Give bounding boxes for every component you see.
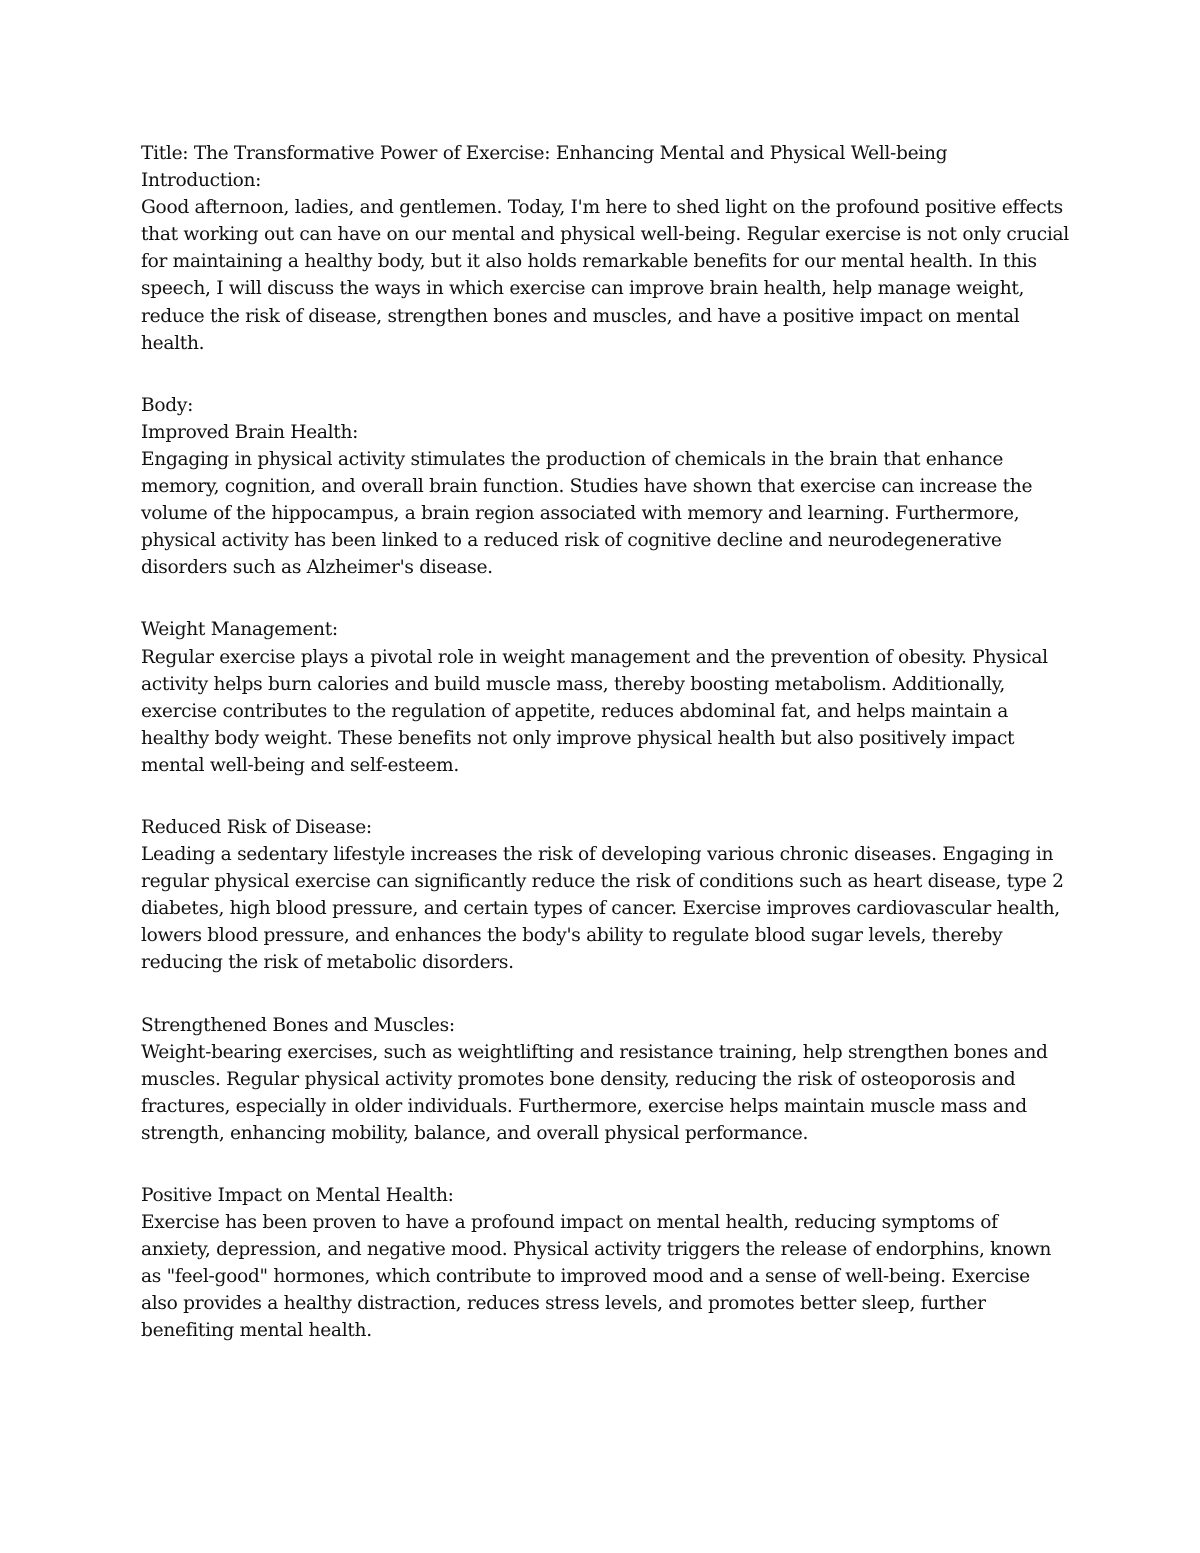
section-heading-mental-health: Positive Impact on Mental Health: xyxy=(141,1185,454,1206)
section-spacer xyxy=(141,581,1071,616)
section-paragraph-bones-muscles: Weight-bearing exercises, such as weightlifting and resistance training, help strengthen bones and muscles. Regular physical activity promotes bone density, reducing the risk of osteoporosis and fractures, especially in older individuals. Furthermore, exercise helps maintain muscle mass and strength, enhancing mobility, balance, and overall physical performance. xyxy=(141,1041,1048,1144)
introduction-paragraph: Good afternoon, ladies, and gentlemen. Today, I'm here to shed light on the profound positive effects that working out can have on our mental and physical well-being. Regular exercise is not only crucial for maintaining a healthy body, but it also holds remarkable benefits for our mental health. In this speech, I will discuss the ways in which exercise can improve brain health, help manage weight, reduce the risk of disease, strengthen bones and muscles, and have a positive impact on mental health. xyxy=(141,197,1069,354)
document-title: Title: The Transformative Power of Exercise: Enhancing Mental and Physical Well-being xyxy=(141,143,948,164)
section-spacer xyxy=(141,357,1071,392)
section-heading-reduced-risk: Reduced Risk of Disease: xyxy=(141,816,372,838)
section-spacer xyxy=(141,779,1071,814)
section-spacer xyxy=(141,977,1071,1012)
section-paragraph-reduced-risk: Leading a sedentary lifestyle increases the risk of developing various chronic diseases. Engaging in regular physical exercise can significantly reduce the risk of conditions such as heart disease, type 2 diabetes, high blood pressure, and certain types of cancer. Exercise improves cardiovascular health, lowers blood pressure, and enhances the body's ability to regulate blood sugar levels, thereby reducing the risk of metabolic disorders. xyxy=(141,844,1064,974)
section-paragraph-weight-management: Regular exercise plays a pivotal role in weight management and the prevention of obesity. Physical activity helps burn calories and build muscle mass, thereby boosting metabolism. Additionally, exercise contributes to the regulation of appetite, reduces abdominal fat, and helps maintain a healthy body weight. These benefits not only improve physical health but also positively impact mental well-being and self-esteem. xyxy=(141,646,1048,776)
section-paragraph-brain-health: Engaging in physical activity stimulates the production of chemicals in the brain that enhance memory, cognition, and overall brain function. Studies have shown that exercise can increase the volume of the hippocampus, a brain region associated with memory and learning. Furthermore, physical activity has been linked to a reduced risk of cognitive decline and neurodegenerative disorders such as Alzheimer's disease. xyxy=(141,448,1033,579)
section-heading-brain-health: Improved Brain Health: xyxy=(141,421,359,443)
section-spacer xyxy=(141,1147,1071,1182)
section-paragraph-mental-health: Exercise has been proven to have a profound impact on mental health, reducing symptoms of anxiety, depression, and negative mood. Physical activity triggers the release of endorphins, known as "feel-good" hormones, which contribute to improved mood and a sense of well-being. Exercise also provides a healthy distraction, reduces stress levels, and promotes better sleep, further benefiting mental health. xyxy=(141,1212,1052,1342)
document-body xyxy=(141,140,1071,1345)
body-label: Body: xyxy=(141,394,194,416)
section-heading-bones-muscles: Strengthened Bones and Muscles: xyxy=(141,1014,455,1036)
section-heading-weight-management: Weight Management: xyxy=(141,619,338,641)
introduction-heading: Introduction: xyxy=(141,170,262,192)
